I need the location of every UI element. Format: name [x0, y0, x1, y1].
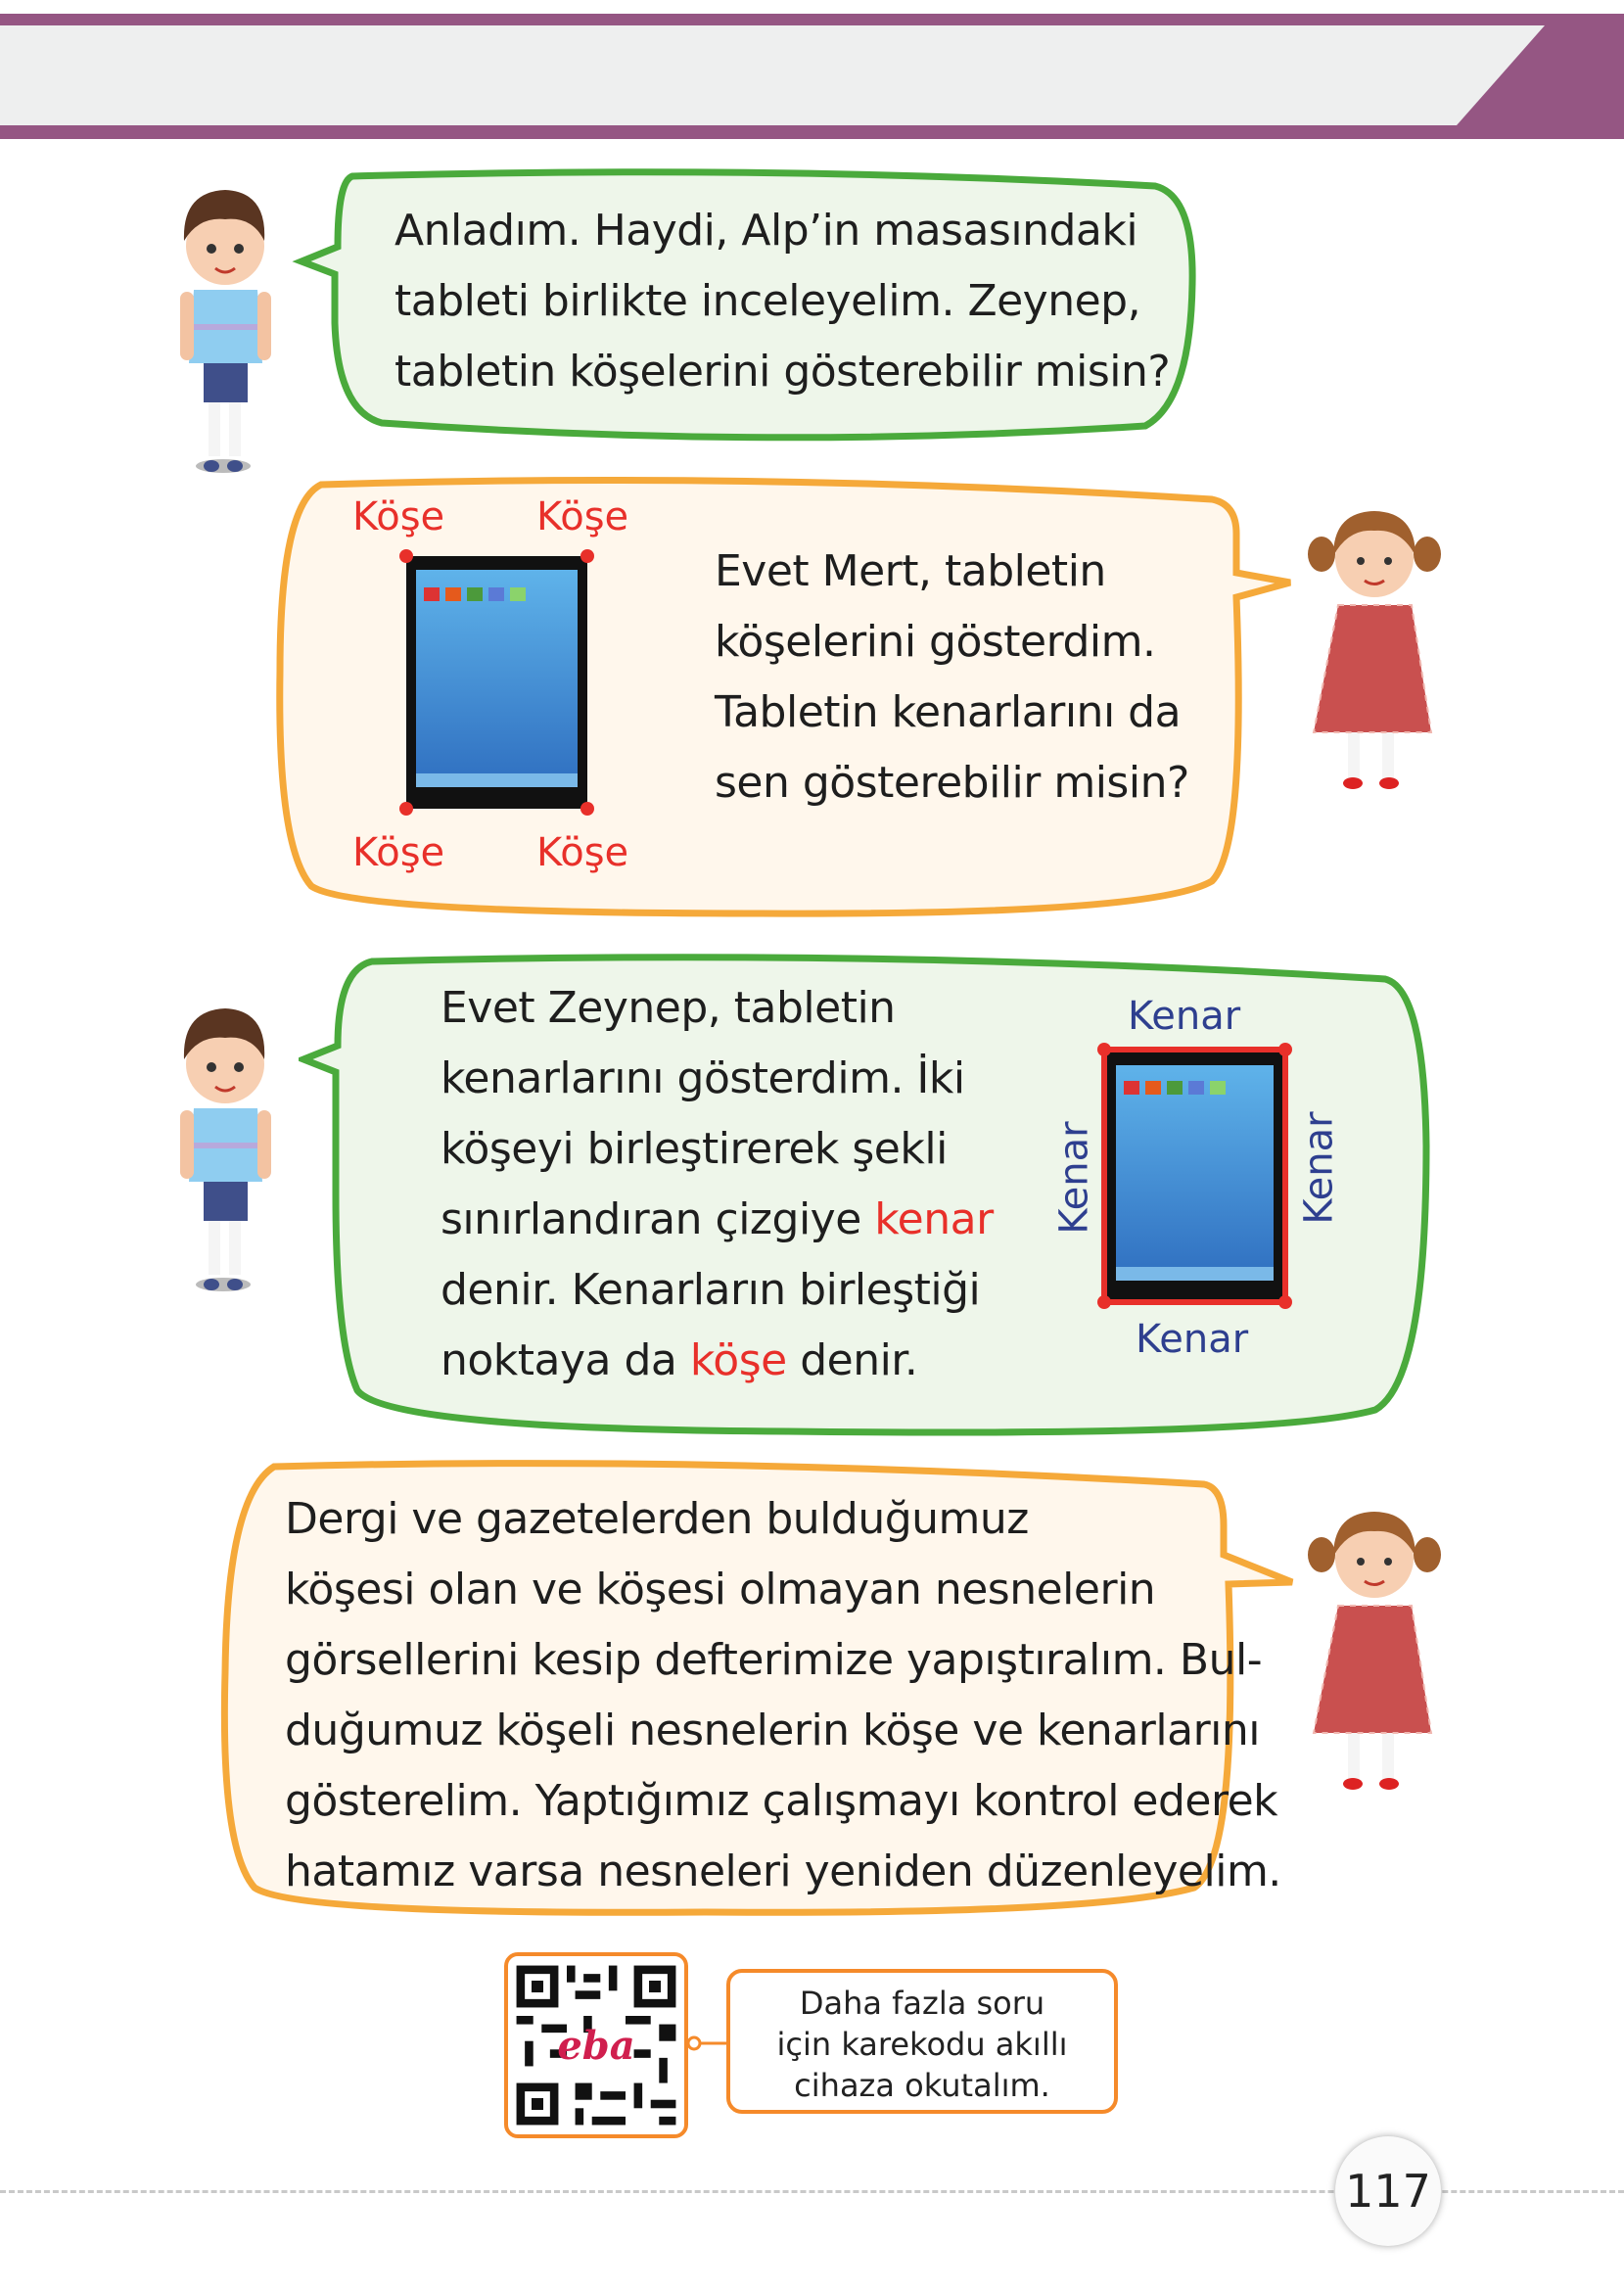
- caption-line: cihaza okutalım.: [794, 2067, 1050, 2104]
- bubble1-text: [394, 196, 1170, 407]
- edge-label-bottom: Kenar: [1136, 1317, 1249, 1362]
- corner-label: Köşe: [352, 494, 445, 539]
- text-segment: sınırlandıran çizgiye: [441, 1194, 875, 1244]
- text-line: denir. Kenarların birleştiği: [441, 1265, 981, 1315]
- text-segment: noktaya da: [441, 1335, 690, 1385]
- qr-code[interactable]: [504, 1952, 688, 2138]
- text-line: kenarlarını gösterdim. İki: [441, 1053, 965, 1103]
- header-band: [0, 0, 1624, 157]
- text-line: Evet Mert, tabletin: [715, 546, 1106, 596]
- corner-label: Köşe: [536, 830, 629, 875]
- text-line: Anladım. Haydi, Alp’in masasındaki: [394, 206, 1138, 256]
- girl-character-illustration: [1294, 1498, 1461, 1797]
- connector: [685, 2034, 729, 2053]
- caption-line: için karekodu akıllı: [776, 2026, 1068, 2063]
- tablet-image-corners: [396, 548, 597, 818]
- tablet-image-edges: [1094, 1042, 1295, 1311]
- caption-line: Daha fazla soru: [799, 1985, 1045, 2022]
- eba-logo: eba: [557, 2023, 635, 2069]
- text-line: [441, 1185, 994, 1255]
- boy-character-illustration: [164, 182, 292, 476]
- text-line: Evet Zeynep, tabletin: [441, 983, 896, 1033]
- edge-label-top: Kenar: [1128, 994, 1241, 1039]
- corner-label: Köşe: [536, 494, 629, 539]
- text-segment: denir.: [786, 1335, 918, 1385]
- text-line: köşelerini gösterdim.: [715, 617, 1156, 667]
- bubble3-text: [441, 973, 994, 1396]
- boy-character-illustration: [164, 1001, 292, 1294]
- text-line: köşeyi birleştirerek şekli: [441, 1124, 948, 1174]
- qr-caption-box: [726, 1969, 1118, 2114]
- edge-label-left: Kenar: [1051, 1121, 1097, 1235]
- text-line: görsellerini kesip defterimize yapıştıralım. Bul-: [285, 1635, 1263, 1685]
- term-kenar: kenar: [874, 1194, 994, 1244]
- bubble2-text: [715, 537, 1189, 818]
- girl-character-illustration: [1294, 497, 1461, 796]
- text-line: hatamız varsa nesneleri yeniden düzenleyelim.: [285, 1847, 1281, 1896]
- text-line: köşesi olan ve köşesi olmayan nesnelerin: [285, 1565, 1156, 1614]
- edge-label-right: Kenar: [1296, 1111, 1342, 1225]
- text-line: tabletin köşelerini gösterebilir misin?: [394, 347, 1171, 397]
- text-line: tableti birlikte inceleyelim. Zeynep,: [394, 276, 1141, 326]
- text-line: duğumuz köşeli nesnelerin köşe ve kenarlarını: [285, 1706, 1260, 1755]
- corner-label: Köşe: [352, 830, 445, 875]
- text-line: [441, 1326, 994, 1396]
- bubble4-text: [285, 1484, 1281, 1907]
- text-line: gösterelim. Yaptığımız çalışmayı kontrol ederek: [285, 1776, 1278, 1826]
- page-number: 117: [1335, 2136, 1441, 2246]
- text-line: Dergi ve gazetelerden bulduğumuz: [285, 1494, 1029, 1544]
- term-kose: köşe: [689, 1335, 787, 1385]
- text-line: Tabletin kenarlarını da: [715, 687, 1182, 737]
- text-line: sen gösterebilir misin?: [715, 758, 1189, 808]
